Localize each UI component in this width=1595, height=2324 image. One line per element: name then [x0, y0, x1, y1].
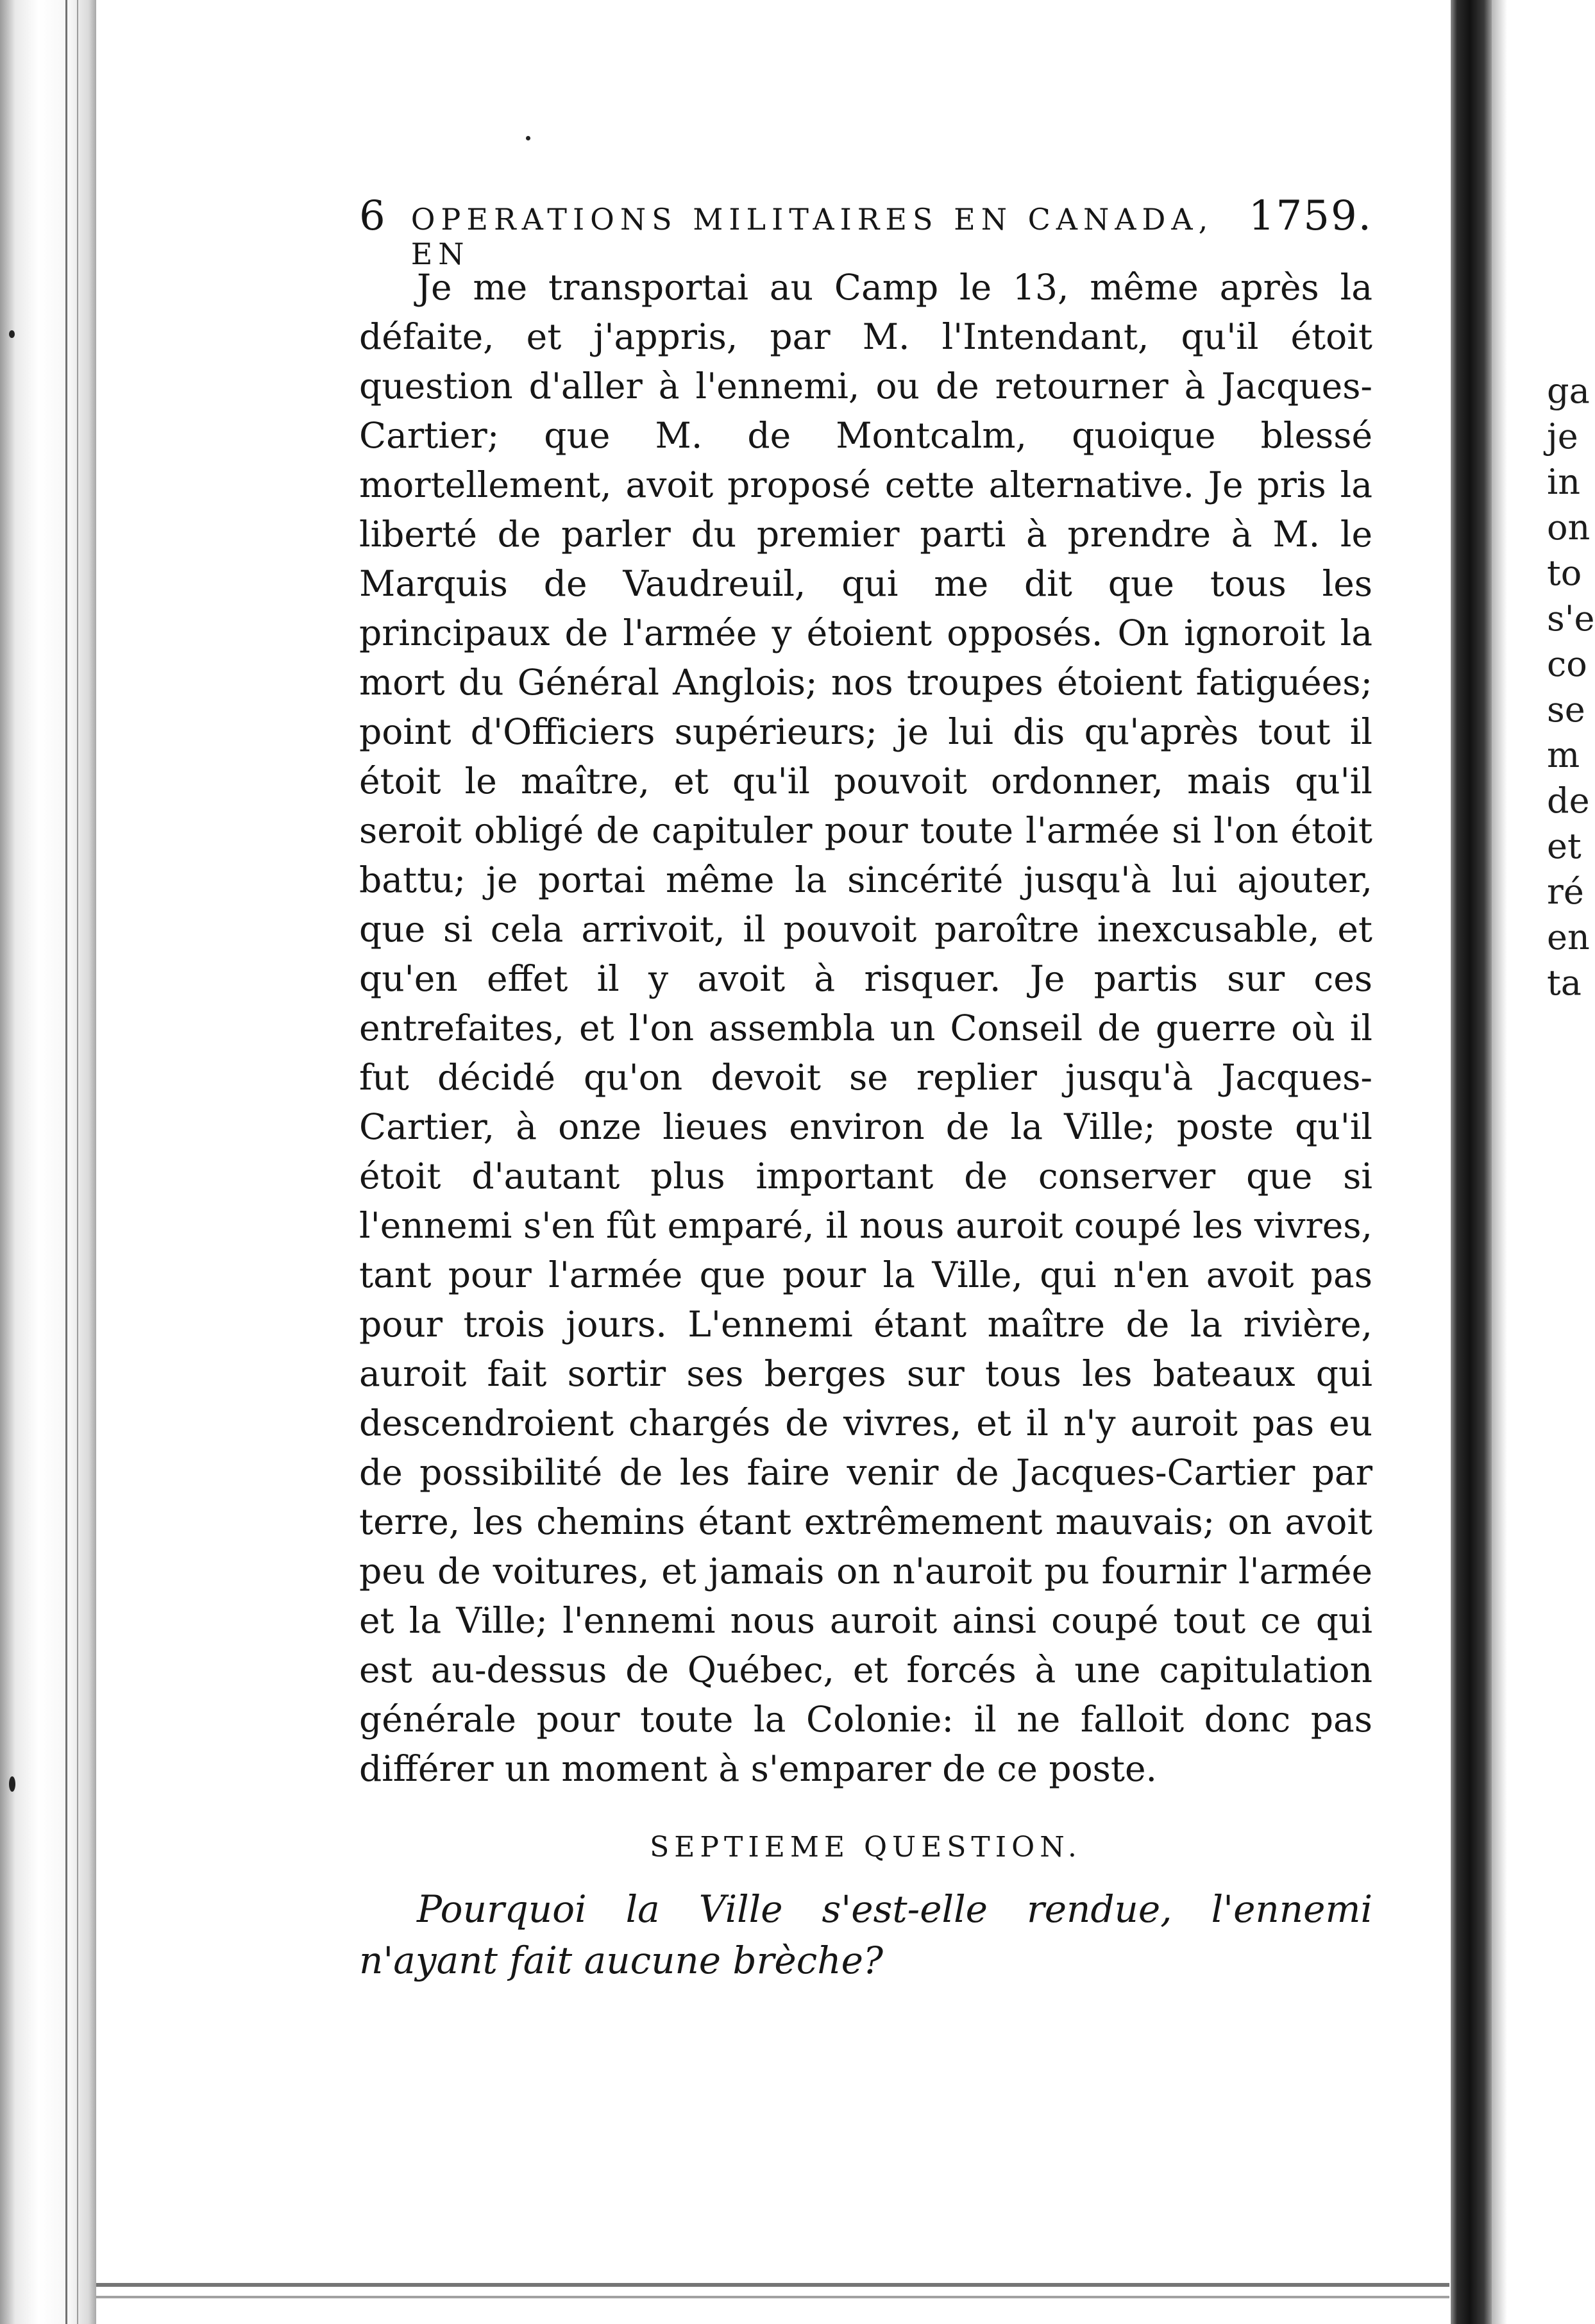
binding-crease-secondary — [77, 0, 78, 2324]
facing-page-fragment: se — [1547, 689, 1585, 730]
body-paragraph: Je me transportai au Camp le 13, même après la défaite, et j'appris, par M. l'Intendant, qu'il étoit question d'aller à l'ennemi, ou de retourner à Jacques-Cartier; que M. de Montcalm, quoique blessé mortellement, avoit proposé cette alternative. Je pris la liberté de parler du premier parti à prendre à M. le Marquis de Vaudreuil, qui me dit que tous les principaux de l'armée y étoient opposés. On ignoroit la mort du Général Anglois; nos troupes étoient fatiguées; point d'Officiers supérieurs; je lui dis qu'après tout il étoit le maître, et qu'il pouvoit ordonner, mais qu'il seroit obligé de capituler pour toute l'armée si l'on étoit battu; je portai même la sincérité jusqu'à lui ajouter, que si cela arrivoit, il pouvoit paroître inexcusable, et qu'en effet il y avoit à risquer. Je partis sur ces entrefaites, et l'on assembla un Conseil de guerre où il fut décidé qu'on devoit se replier jusqu'à Jacques-Cartier, à onze lieues environ de la Ville; poste qu'il étoit d'autant plus important de conserver que si l'ennemi s'en fût emparé, il nous auroit coupé les vivres, tant pour l'armée que pour la Ville, qui n'en avoit pas pour trois jours. L'ennemi étant maître de la rivière, auroit fait sortir ses berges sur tous les bateaux qui descendroient chargés de vivres, et il n'y auroit pas eu de possibilité de les faire venir de Jacques-Cartier par terre, les chemins étant extrêmement mauvais; on avoit peu de voitures, et jamais on n'auroit pu fournir l'armée et la Ville; l'ennemi nous auroit ainsi coupé tout ce qui est au-dessus de Québec, et forcés à une capitulation générale pour toute la Colonie: il ne falloit donc pas différer un moment à s'emparer de ce poste. — [359, 267, 1372, 1789]
scan-speck — [526, 136, 530, 140]
facing-page-fragment: en — [1547, 917, 1590, 957]
body-text — [359, 263, 1372, 1794]
facing-page-fragment: de — [1547, 780, 1590, 821]
facing-page-fragment: in — [1547, 462, 1581, 502]
page-bottom-edge — [96, 2283, 1449, 2287]
scan-speck — [9, 1776, 15, 1792]
scan-speck — [9, 330, 15, 338]
page-number: 6 — [359, 192, 385, 240]
page-bottom-edge-secondary — [96, 2296, 1449, 2298]
facing-page-fragment: ré — [1547, 872, 1584, 912]
book-page — [359, 192, 1372, 1986]
running-head-year: 1759. — [1248, 192, 1372, 240]
running-head-title: OPERATIONS MILITAIRES EN CANADA, EN — [410, 202, 1214, 271]
running-head — [359, 192, 1372, 271]
facing-page — [1492, 0, 1595, 2324]
section-heading: SEPTIEME QUESTION. — [650, 1831, 1082, 1864]
question-text — [359, 1883, 1372, 1986]
facing-page-fragment: je — [1547, 416, 1578, 457]
scan-left-edge — [0, 0, 96, 2324]
question-line: Pourquoi la Ville s'est-elle rendue, l'ennemi n'ayant fait aucune brèche? — [359, 1887, 1372, 1982]
facing-page-fragment: s'e — [1547, 598, 1595, 639]
facing-page-fragment: m — [1547, 735, 1580, 775]
facing-page-fragment: co — [1547, 644, 1587, 684]
facing-page-fragment: ga — [1547, 371, 1590, 411]
facing-page-text — [1547, 368, 1595, 1006]
facing-page-fragment: to — [1547, 553, 1582, 593]
binding-crease — [65, 0, 67, 2324]
book-gutter — [1451, 0, 1492, 2324]
facing-page-fragment: et — [1547, 826, 1582, 866]
facing-page-fragment: ta — [1547, 963, 1582, 1003]
facing-page-fragment: on — [1547, 507, 1591, 548]
facing-page-shadow — [1492, 0, 1507, 2324]
